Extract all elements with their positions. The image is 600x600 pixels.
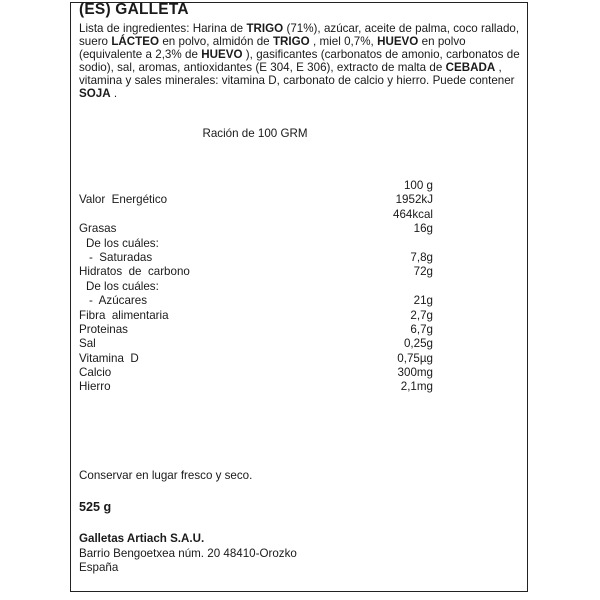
nutrition-label: Valor Energético xyxy=(79,193,168,207)
serving-size-header: Ración de 100 GRM xyxy=(202,127,308,140)
nutrition-label: De los cuáles: xyxy=(86,279,159,293)
nutrition-label: - Saturadas xyxy=(89,250,153,264)
nutrition-value: 2,1mg xyxy=(400,380,433,394)
nutrition-value: 2,7g xyxy=(410,308,433,322)
allergen-term: TRIGO xyxy=(246,22,284,35)
nutrition-row xyxy=(79,323,433,337)
nutrition-value: 7,8g xyxy=(410,250,433,264)
nutrition-row xyxy=(79,366,433,380)
nutrition-row xyxy=(79,179,433,193)
ingredients-paragraph xyxy=(79,22,521,101)
nutrition-label: - Azúcares xyxy=(89,294,147,308)
ingredient-text: , vitamina y sales minerales: vitamina D, carbonato de calcio y hierro. Puede contener xyxy=(79,61,515,88)
nutrition-row xyxy=(79,380,433,394)
nutrition-row xyxy=(79,337,433,351)
ingredient-text: en polvo, almidón de xyxy=(159,35,273,49)
nutrition-value: 300mg xyxy=(397,366,433,380)
nutrition-label: Vitamina D xyxy=(79,351,139,365)
nutrition-label: Fibra alimentaria xyxy=(79,308,169,322)
nutrition-row xyxy=(79,352,433,366)
nutrition-row xyxy=(79,294,433,308)
nutrition-row xyxy=(79,309,433,323)
nutrition-label: Calcio xyxy=(79,366,112,380)
nutrition-value: 16g xyxy=(413,222,433,236)
net-weight: 525 g xyxy=(79,500,112,514)
ingredient-text: , miel 0,7%, xyxy=(309,35,378,49)
nutrition-row xyxy=(79,222,433,236)
nutrition-value: 0,25g xyxy=(403,337,433,351)
nutrition-value: 72g xyxy=(413,265,433,279)
page-title: (ES) GALLETA xyxy=(79,1,189,18)
nutrition-row xyxy=(79,237,433,251)
nutrition-label: De los cuáles: xyxy=(86,236,159,250)
ingredient-text: (71%), azúcar, aceite de palma, coco rallado, suero xyxy=(79,22,520,49)
allergen-term: HUEVO xyxy=(201,48,243,62)
nutrition-label-frame xyxy=(70,2,528,592)
allergen-term: TRIGO xyxy=(272,35,310,49)
nutrition-row xyxy=(79,265,433,279)
manufacturer-country: España xyxy=(79,561,119,575)
nutrition-value: 6,7g xyxy=(410,322,433,336)
nutrition-table xyxy=(79,179,433,395)
nutrition-label: Hierro xyxy=(79,380,111,394)
nutrition-value: 464kcal xyxy=(393,207,433,221)
nutrition-value: 21g xyxy=(413,294,433,308)
allergen-term: CEBADA xyxy=(445,61,496,75)
nutrition-row xyxy=(79,280,433,294)
allergen-term: SOJA xyxy=(79,87,111,101)
manufacturer-name: Galletas Artiach S.A.U. xyxy=(79,532,205,545)
nutrition-row xyxy=(79,251,433,265)
nutrition-row xyxy=(79,208,433,222)
label-content xyxy=(79,3,521,593)
ingredient-text: Lista de ingredientes: Harina de xyxy=(79,22,247,35)
ingredient-text: en polvo (equivalente a 2,3% de xyxy=(79,35,466,62)
ingredient-text: . xyxy=(110,87,118,101)
nutrition-label: Hidratos de carbono xyxy=(79,265,190,279)
nutrition-label: Sal xyxy=(79,337,96,351)
manufacturer-block xyxy=(79,532,297,576)
storage-instructions: Conservar en lugar fresco y seco. xyxy=(79,469,253,482)
nutrition-label: Grasas xyxy=(79,222,117,236)
allergen-term: HUEVO xyxy=(377,35,419,49)
nutrition-value: 100 g xyxy=(403,179,433,192)
nutrition-row xyxy=(79,193,433,207)
manufacturer-address: Barrio Bengoetxea núm. 20 48410-Orozko xyxy=(79,546,297,560)
nutrition-value: 1952kJ xyxy=(395,193,433,207)
allergen-term: LÁCTEO xyxy=(111,35,159,49)
nutrition-value: 0,75µg xyxy=(397,351,433,365)
ingredient-text: ), gasificantes (carbonatos de amonio, carbonatos de sodio), sal, aromas, antioxidantes (E 304, E 306), extracto de malta de xyxy=(79,48,520,75)
nutrition-label: Proteinas xyxy=(79,322,128,336)
